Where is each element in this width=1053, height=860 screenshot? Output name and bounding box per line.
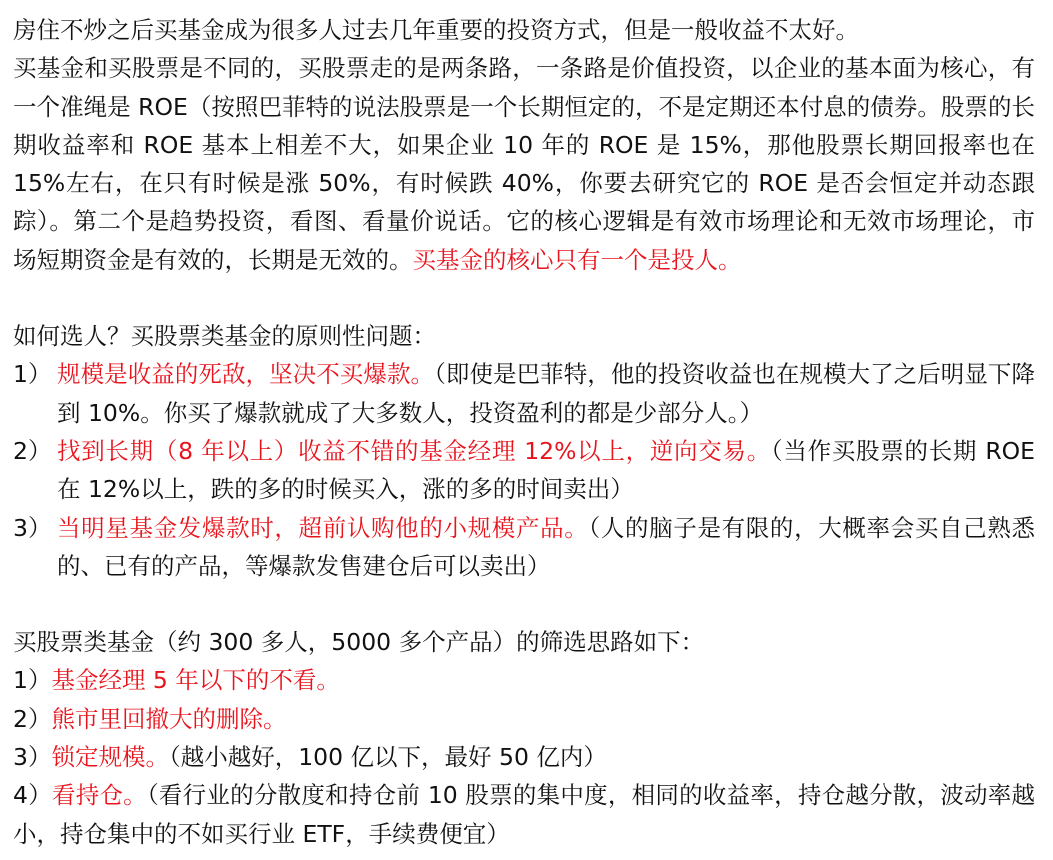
screening-item-2 — [13, 700, 1035, 738]
item-highlight: 锁定规模。 — [51, 743, 169, 772]
selection-heading: 如何选人？买股票类基金的原则性问题： — [13, 322, 436, 351]
item-highlight: 找到长期（8 年以上）收益不错的基金经理 12%以上，逆向交易。 — [57, 436, 771, 465]
item-number: 1） — [13, 360, 52, 389]
item-number: 1） — [13, 666, 52, 695]
item-highlight: 看持仓。 — [51, 781, 147, 810]
item-text: （越小越好，100 亿以下，最好 50 亿内） — [168, 743, 607, 772]
intro-line — [13, 11, 1035, 49]
document — [13, 0, 1035, 853]
item-number: 2） — [13, 704, 52, 733]
item-number: 3） — [13, 513, 52, 542]
item-highlight: 熊市里回撤大的删除。 — [51, 704, 287, 733]
screening-item-4 — [13, 776, 1035, 853]
spacer — [13, 585, 1035, 623]
intro-paragraph-text: 买基金和买股票是不同的，买股票走的是两条路，一条路是价值投资，以企业的基本面为核心，有一个准绳是 ROE（按照巴菲特的说法股票是一个长期恒定的，不是定期还本付息的债券。股票的长期收益率和 ROE 基本上相差不大，如果企业 10 年的 ROE 是 15%，那他股票长期回报率也在 15%左右，在只有时候是涨 50%，有时候跌 40%，你要去研究它的 ROE 是否会恒定并动态跟踪）。第二个是趋势投资，看图、看量价说话。它的核心逻辑是有效市场理论和无效市场理论，市场短期资金是有效的，长期是无效的。 — [13, 54, 1035, 274]
intro-paragraph — [13, 49, 1035, 279]
item-body — [57, 509, 1035, 586]
intro-line-text: 房住不炒之后买基金成为很多人过去几年重要的投资方式，但是一般收益不太好。 — [13, 16, 859, 44]
item-number: 3） — [13, 743, 52, 772]
item-highlight: 规模是收益的死敌，坚决不买爆款。 — [57, 360, 435, 389]
item-text: （即使是巴菲特，他的投资收益也在规模大了之后明显下降到 10%。你买了爆款就成了大多数人，投资盈利的都是少部分人。） — [57, 360, 1036, 427]
item-text: （人的脑子是有限的，大概率会买自己熟悉的、已有的产品，等爆款发售建仓后可以卖出） — [57, 513, 1035, 580]
selection-item-3 — [13, 509, 1035, 586]
screening-item-1 — [13, 661, 1035, 699]
screening-heading: 买股票类基金（约 300 多人，5000 多个产品）的筛选思路如下： — [13, 628, 705, 657]
selection-item-2 — [13, 432, 1035, 509]
item-highlight: 基金经理 5 年以下的不看。 — [51, 666, 340, 695]
item-highlight: 当明星基金发爆款时，超前认购他的小规模产品。 — [57, 513, 589, 542]
item-body — [57, 355, 1035, 432]
screening-item-3 — [13, 738, 1035, 776]
core-point-highlight: 买基金的核心只有一个是投人。 — [412, 245, 742, 274]
spacer — [13, 279, 1035, 317]
item-number: 4） — [13, 781, 52, 810]
item-text: （当作买股票的长期 ROE 在 12%以上，跌的多的时候买入，涨的多的时间卖出） — [57, 436, 1035, 504]
item-text: （看行业的分散度和持仓前 10 股票的集中度，相同的收益率，持仓越分散，波动率越小，持仓集中的不如买行业 ETF，手续费便宜） — [13, 781, 1036, 848]
item-body — [57, 432, 1035, 509]
item-number: 2） — [13, 436, 52, 465]
selection-item-1 — [13, 355, 1035, 432]
